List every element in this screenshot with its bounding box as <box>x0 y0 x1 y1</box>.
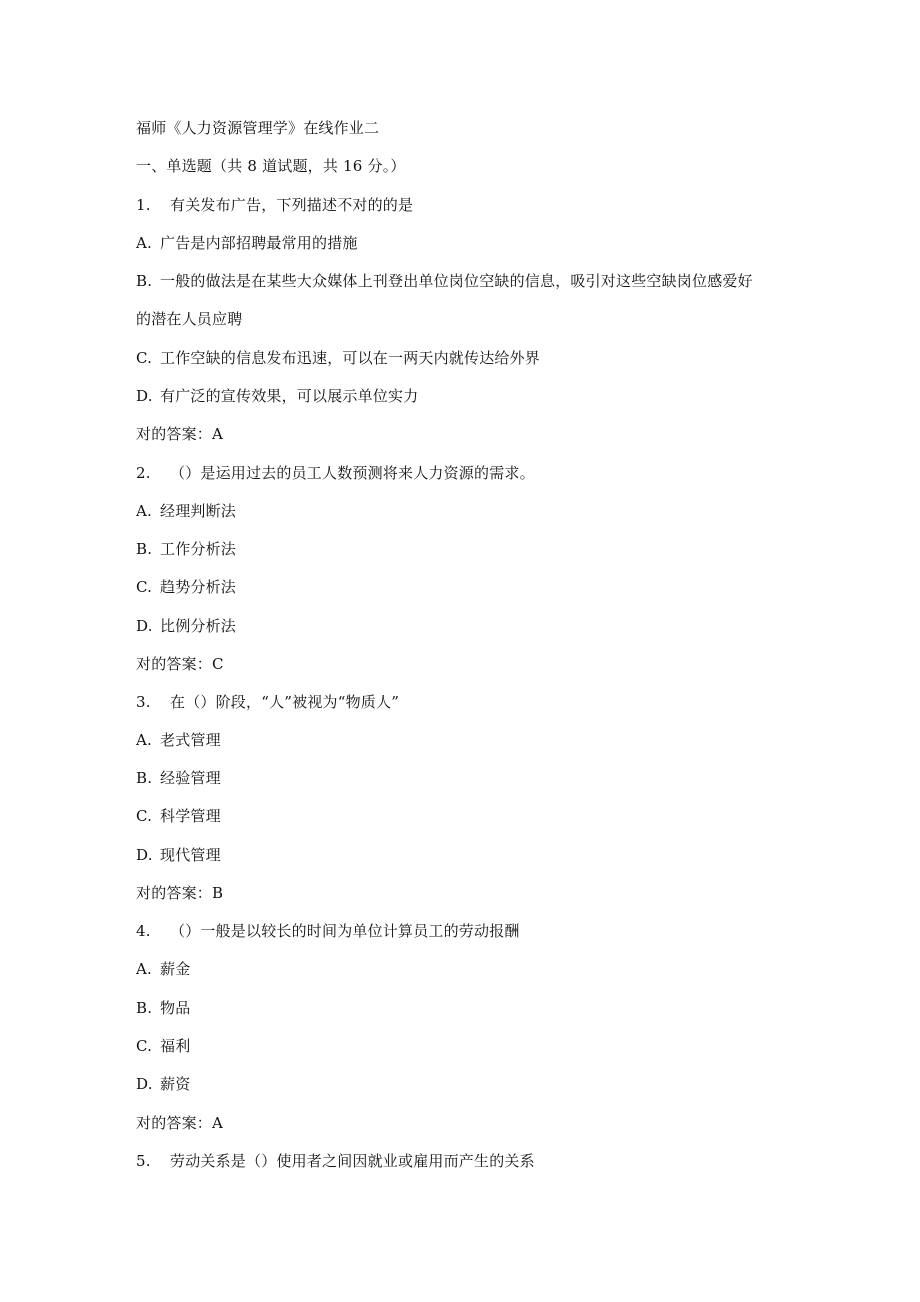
option-key: D. <box>136 617 153 635</box>
option-key: B. <box>136 540 153 558</box>
question-3-option-d <box>136 845 221 865</box>
question-3-option-a <box>136 730 221 750</box>
question-2-option-c <box>136 577 236 597</box>
question-2-option-d <box>136 616 236 636</box>
option-key: C. <box>136 807 153 825</box>
option-key: A. <box>136 960 153 978</box>
option-text: 有广泛的宣传效果，可以展示单位实力 <box>160 387 419 405</box>
question-number: 4. <box>136 922 151 940</box>
question-5 <box>136 1151 535 1171</box>
question-3 <box>136 692 399 712</box>
question-text: 有关发布广告，下列描述不对的的是 <box>170 196 414 214</box>
question-4 <box>136 921 520 941</box>
option-key: C. <box>136 578 153 596</box>
question-4-option-c <box>136 1036 190 1056</box>
question-2-option-a <box>136 501 236 521</box>
option-text: 一般的做法是在某些大众媒体上刊登出单位岗位空缺的信息，吸引对这些空缺岗位感爱好 <box>160 272 753 290</box>
option-text: 经理判断法 <box>160 502 237 520</box>
option-text: 科学管理 <box>160 807 221 825</box>
question-3-answer: 对的答案：B <box>136 884 224 902</box>
option-key: D. <box>136 846 153 864</box>
question-4-answer: 对的答案：A <box>136 1114 224 1132</box>
question-4-option-d <box>136 1074 190 1094</box>
question-1-option-a <box>136 233 358 253</box>
option-text: 工作分析法 <box>160 540 237 558</box>
option-text: 物品 <box>160 999 191 1017</box>
question-number: 1. <box>136 196 151 214</box>
section-heading: 一、单选题（共 8 道试题，共 16 分。） <box>136 157 406 175</box>
option-text: 老式管理 <box>160 731 221 749</box>
question-2-option-b <box>136 539 236 559</box>
option-key: A. <box>136 502 153 520</box>
option-key: A. <box>136 731 153 749</box>
option-key: D. <box>136 1075 153 1093</box>
option-text: 薪资 <box>160 1075 191 1093</box>
question-3-option-c <box>136 806 221 826</box>
option-key: A. <box>136 234 153 252</box>
question-number: 3. <box>136 693 151 711</box>
option-key: D. <box>136 387 153 405</box>
option-text: 趋势分析法 <box>160 578 237 596</box>
question-1-option-c <box>136 348 540 368</box>
question-1-option-d <box>136 386 418 406</box>
option-text: 经验管理 <box>160 769 221 787</box>
question-1-answer: 对的答案：A <box>136 425 224 443</box>
question-text: （）一般是以较长的时间为单位计算员工的劳动报酬 <box>170 922 520 940</box>
option-key: B. <box>136 272 153 290</box>
option-text: 工作空缺的信息发布迅速，可以在一两天内就传达给外界 <box>160 349 541 367</box>
question-4-option-b <box>136 998 190 1018</box>
question-1 <box>136 195 413 215</box>
question-number: 5. <box>136 1152 151 1170</box>
option-text: 比例分析法 <box>160 617 237 635</box>
question-3-option-b <box>136 768 221 788</box>
question-text: （）是运用过去的员工人数预测将来人力资源的需求。 <box>170 464 535 482</box>
question-text: 在（）阶段，“人”被视为“物质人” <box>170 693 400 711</box>
question-1-option-b-continued: 的潜在人员应聘 <box>136 310 243 328</box>
question-4-option-a <box>136 959 190 979</box>
option-text: 现代管理 <box>160 846 221 864</box>
option-key: C. <box>136 349 153 367</box>
question-1-option-b <box>136 271 753 291</box>
question-2-answer: 对的答案：C <box>136 655 224 673</box>
question-2 <box>136 463 535 483</box>
option-text: 福利 <box>160 1037 191 1055</box>
option-key: B. <box>136 999 153 1017</box>
question-text: 劳动关系是（）使用者之间因就业或雇用而产生的关系 <box>170 1152 535 1170</box>
document-title: 福师《人力资源管理学》在线作业二 <box>136 119 380 137</box>
option-key: C. <box>136 1037 153 1055</box>
question-number: 2. <box>136 464 151 482</box>
option-key: B. <box>136 769 153 787</box>
option-text: 广告是内部招聘最常用的措施 <box>160 234 358 252</box>
option-text: 薪金 <box>160 960 191 978</box>
